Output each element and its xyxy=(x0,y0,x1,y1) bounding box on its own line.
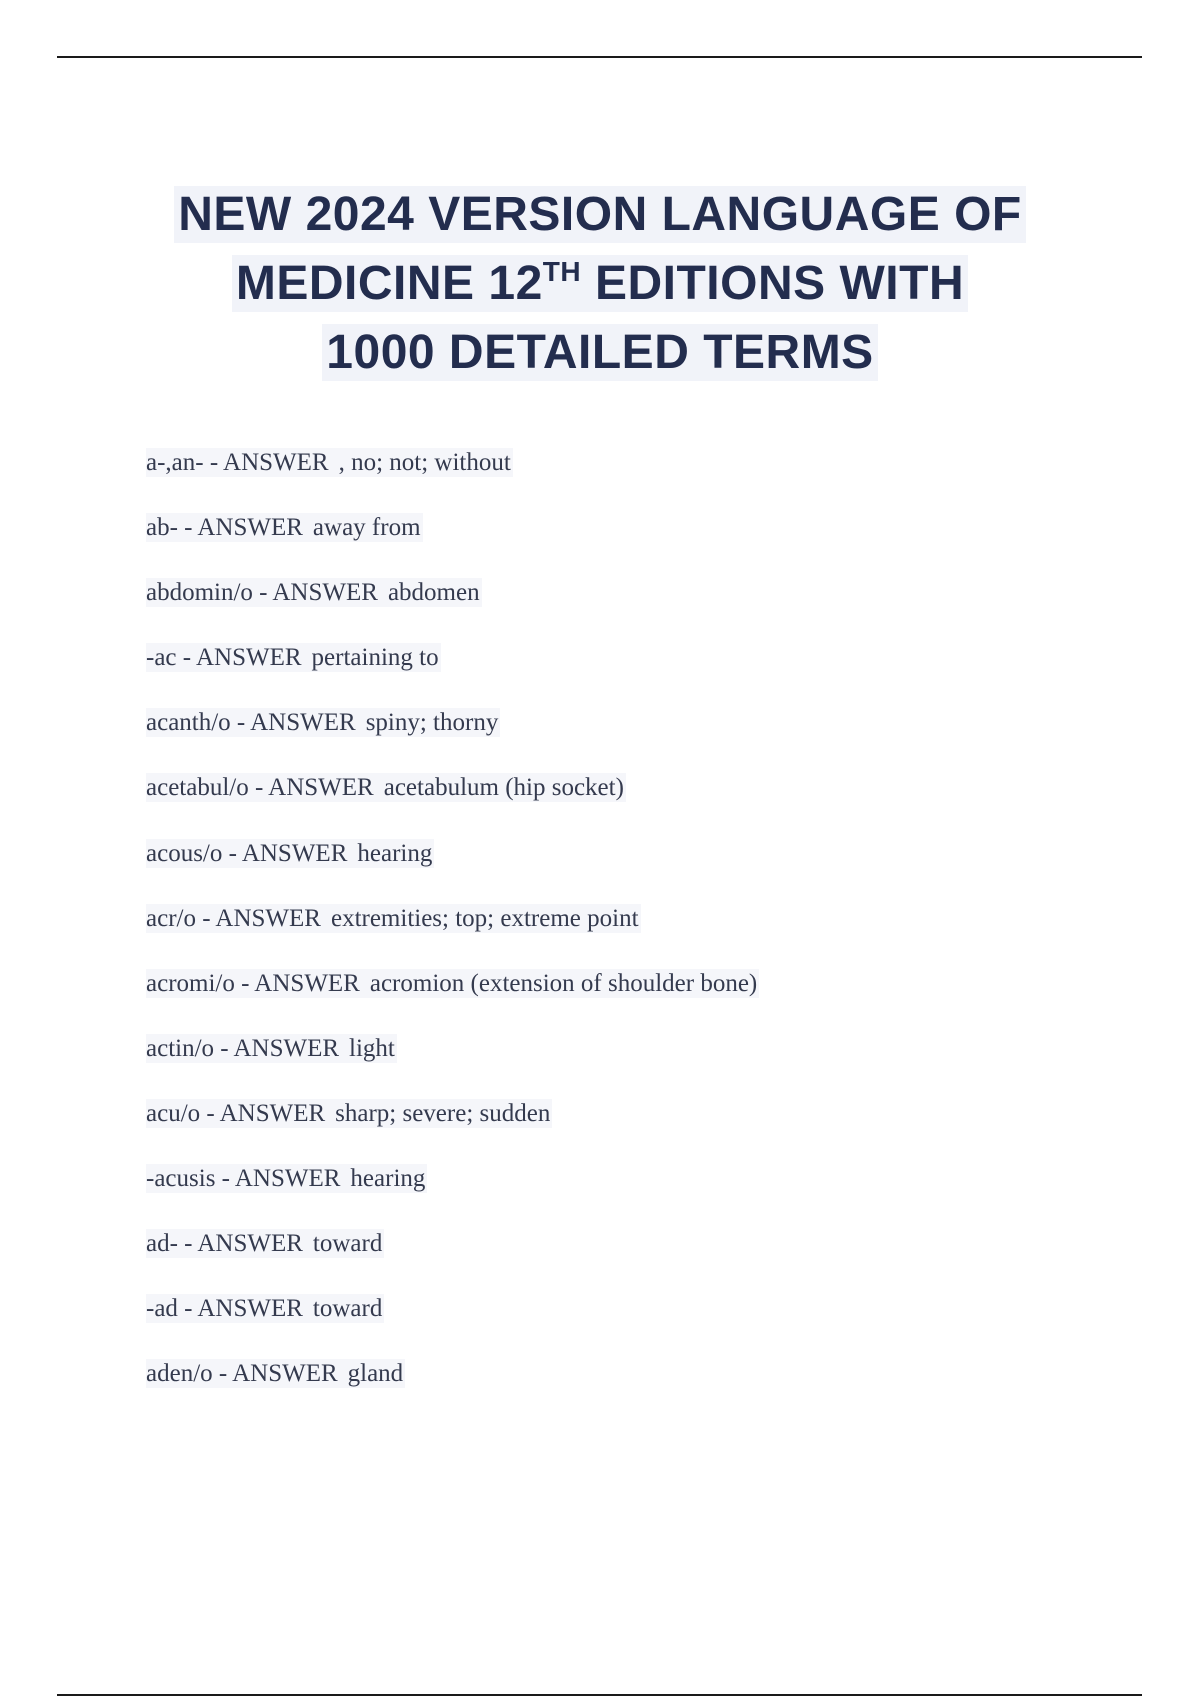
list-item xyxy=(146,902,1146,967)
term-label: ab- - ANSWER xyxy=(146,514,303,542)
term-definition: sharp; severe; sudden xyxy=(335,1099,551,1127)
term-definition: toward xyxy=(312,1295,383,1323)
list-item xyxy=(146,641,1146,706)
list-item xyxy=(146,1032,1146,1097)
term-label: acromi/o - ANSWER xyxy=(146,969,360,997)
list-item xyxy=(146,576,1146,641)
term-label: actin/o - ANSWER xyxy=(146,1034,340,1062)
list-item xyxy=(146,1227,1146,1292)
document-title xyxy=(0,180,1200,387)
title-line-3: 1000 DETAILED TERMS xyxy=(0,318,1200,387)
term-definition: hearing xyxy=(350,1165,426,1193)
terms-list xyxy=(146,446,1146,1422)
title-superscript: TH xyxy=(542,256,582,288)
list-item xyxy=(146,446,1146,511)
list-item xyxy=(146,967,1146,1032)
term-definition: hearing xyxy=(357,839,433,867)
list-item xyxy=(146,1097,1146,1162)
term-label: acous/o - ANSWER xyxy=(146,839,348,867)
list-item xyxy=(146,1357,1146,1422)
list-item xyxy=(146,1162,1146,1227)
term-label: acetabul/o - ANSWER xyxy=(146,774,374,802)
list-item xyxy=(146,1292,1146,1357)
term-definition: abdomen xyxy=(387,579,480,607)
term-label: abdomin/o - ANSWER xyxy=(146,579,378,607)
term-definition: , no; not; without xyxy=(338,449,511,476)
term-label: -ad - ANSWER xyxy=(146,1295,303,1323)
term-definition: pertaining to xyxy=(311,644,439,672)
list-item xyxy=(146,511,1146,576)
term-definition: spiny; thorny xyxy=(365,709,499,737)
term-label: -acusis - ANSWER xyxy=(146,1165,341,1193)
term-label: acr/o - ANSWER xyxy=(146,904,321,932)
term-definition: gland xyxy=(347,1360,404,1388)
list-item xyxy=(146,706,1146,771)
title-line-1: NEW 2024 VERSION LANGUAGE OF xyxy=(0,180,1200,249)
title-line-2: MEDICINE 12TH EDITIONS WITH xyxy=(0,249,1200,318)
term-label: aden/o - ANSWER xyxy=(146,1360,338,1388)
term-label: acanth/o - ANSWER xyxy=(146,709,356,737)
term-definition: extremities; top; extreme point xyxy=(330,904,639,932)
bottom-rule xyxy=(57,1694,1142,1696)
term-definition: light xyxy=(349,1034,395,1062)
top-rule xyxy=(57,56,1142,58)
term-definition: acetabulum (hip socket) xyxy=(383,774,624,802)
term-label: a-,an- - ANSWER xyxy=(146,449,329,476)
term-definition: acromion (extension of shoulder bone) xyxy=(369,969,758,997)
term-definition: away from xyxy=(312,514,421,542)
term-label: acu/o - ANSWER xyxy=(146,1099,326,1127)
term-label: -ac - ANSWER xyxy=(146,644,302,672)
term-label: ad- - ANSWER xyxy=(146,1230,303,1258)
list-item xyxy=(146,771,1146,836)
list-item xyxy=(146,837,1146,902)
term-definition: toward xyxy=(312,1230,383,1258)
